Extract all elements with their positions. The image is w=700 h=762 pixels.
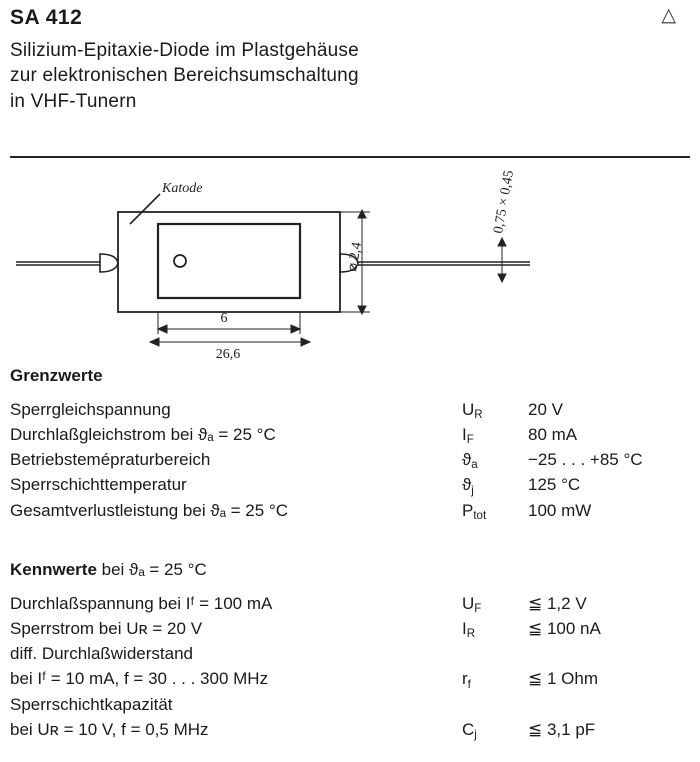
char-desc-1: Sperrstrom bei Uʀ = 20 V (10, 619, 203, 639)
limits-symbol-3: $ϑ_j$ (462, 475, 474, 497)
characteristics-heading-rest: bei ϑₐ = 25 °C (96, 560, 207, 579)
char-desc-5: bei Uʀ = 10 V, f = 0,5 MHz (10, 719, 209, 739)
char-value-5: ≦ 3,1 pF (528, 719, 596, 739)
limits-table (10, 398, 688, 524)
dim-total-length: 26,6 (215, 347, 241, 362)
char-value-2 (528, 642, 688, 667)
table-row (10, 718, 688, 743)
char-desc-0: Durchlaßspannung bei Iᶠ = 100 mA (10, 594, 273, 613)
limits-heading: Grenzwerte (10, 366, 103, 385)
limits-desc-4: Gesamtverlustleistung bei ϑₐ = 25 °C (10, 500, 289, 520)
header (10, 6, 690, 114)
characteristics-table (10, 592, 688, 743)
char-desc-4: Sperrschichtkapazität (10, 694, 173, 714)
dim-body-length: 6 (220, 311, 228, 326)
limits-symbol-0: $U_R$ (462, 400, 483, 422)
limits-value-3: 125 °C (528, 475, 581, 495)
limits-value-2: −25 . . . +85 °C (528, 450, 643, 470)
limits-desc-1: Durchlaßgleichstrom bei ϑₐ = 25 °C (10, 425, 276, 445)
limits-desc-0: Sperrgleichspannung (10, 400, 171, 419)
table-row (10, 448, 688, 473)
horizontal-divider (10, 156, 690, 158)
table-row (10, 499, 688, 524)
cathode-label: Katode (162, 181, 203, 196)
table-row (10, 693, 688, 718)
limits-section (10, 366, 690, 524)
limits-value-1: 80 mA (528, 425, 578, 445)
dim-body-diameter: ⌀ 2,4 (345, 241, 366, 273)
subtitle-line-3: in VHF-Tunern (10, 90, 137, 112)
package-drawing (10, 162, 690, 362)
char-value-4 (528, 693, 688, 718)
triangle-icon: △ (661, 5, 676, 26)
limits-value-4: 100 mW (528, 500, 592, 520)
char-value-1: ≦ 100 nA (528, 619, 601, 639)
page-title: SA 412 (10, 6, 83, 29)
char-symbol-0: $U_F$ (462, 594, 482, 616)
char-symbol-3: $r_f$ (462, 669, 471, 691)
char-desc-2: diff. Durchlaßwiderstand (10, 644, 193, 664)
dim-lead-section: 0,75 × 0,45 (491, 169, 518, 235)
characteristics-heading-bold: Kennwerte (10, 560, 97, 579)
table-row (10, 473, 688, 498)
char-desc-3: bei Iᶠ = 10 mA, f = 30 . . . 300 MHz (10, 669, 269, 689)
title-row (10, 6, 690, 30)
table-row (10, 592, 688, 617)
table-row (10, 423, 688, 448)
table-row (10, 398, 688, 423)
char-value-3: ≦ 1 Ohm (528, 669, 598, 689)
limits-symbol-1: $I_F$ (462, 425, 474, 447)
characteristics-section (10, 560, 690, 743)
limits-desc-3: Sperrschichttemperatur (10, 475, 187, 495)
limits-symbol-4: $P_{tot}$ (462, 500, 487, 522)
char-symbol-2 (462, 642, 528, 667)
limits-desc-2: Betriebstemépraturbereich (10, 450, 211, 470)
char-symbol-5: $C_j$ (462, 719, 477, 741)
char-symbol-1: $I_R$ (462, 619, 476, 641)
limits-value-0: 20 V (528, 400, 563, 419)
characteristics-heading (10, 560, 690, 580)
limits-symbol-2: $ϑ_a$ (462, 450, 478, 472)
package-drawing-svg (10, 162, 690, 362)
subtitle-line-1: Silizium-Epitaxie-Diode im Plastgehäuse (10, 40, 359, 61)
char-symbol-4 (462, 693, 528, 718)
table-row (10, 617, 688, 642)
subtitle-line-2: zur elektronischen Bereichsumschaltung (10, 65, 359, 87)
subtitle (10, 38, 690, 114)
char-value-0: ≦ 1,2 V (528, 594, 587, 613)
table-row (10, 642, 688, 667)
table-row (10, 667, 688, 692)
